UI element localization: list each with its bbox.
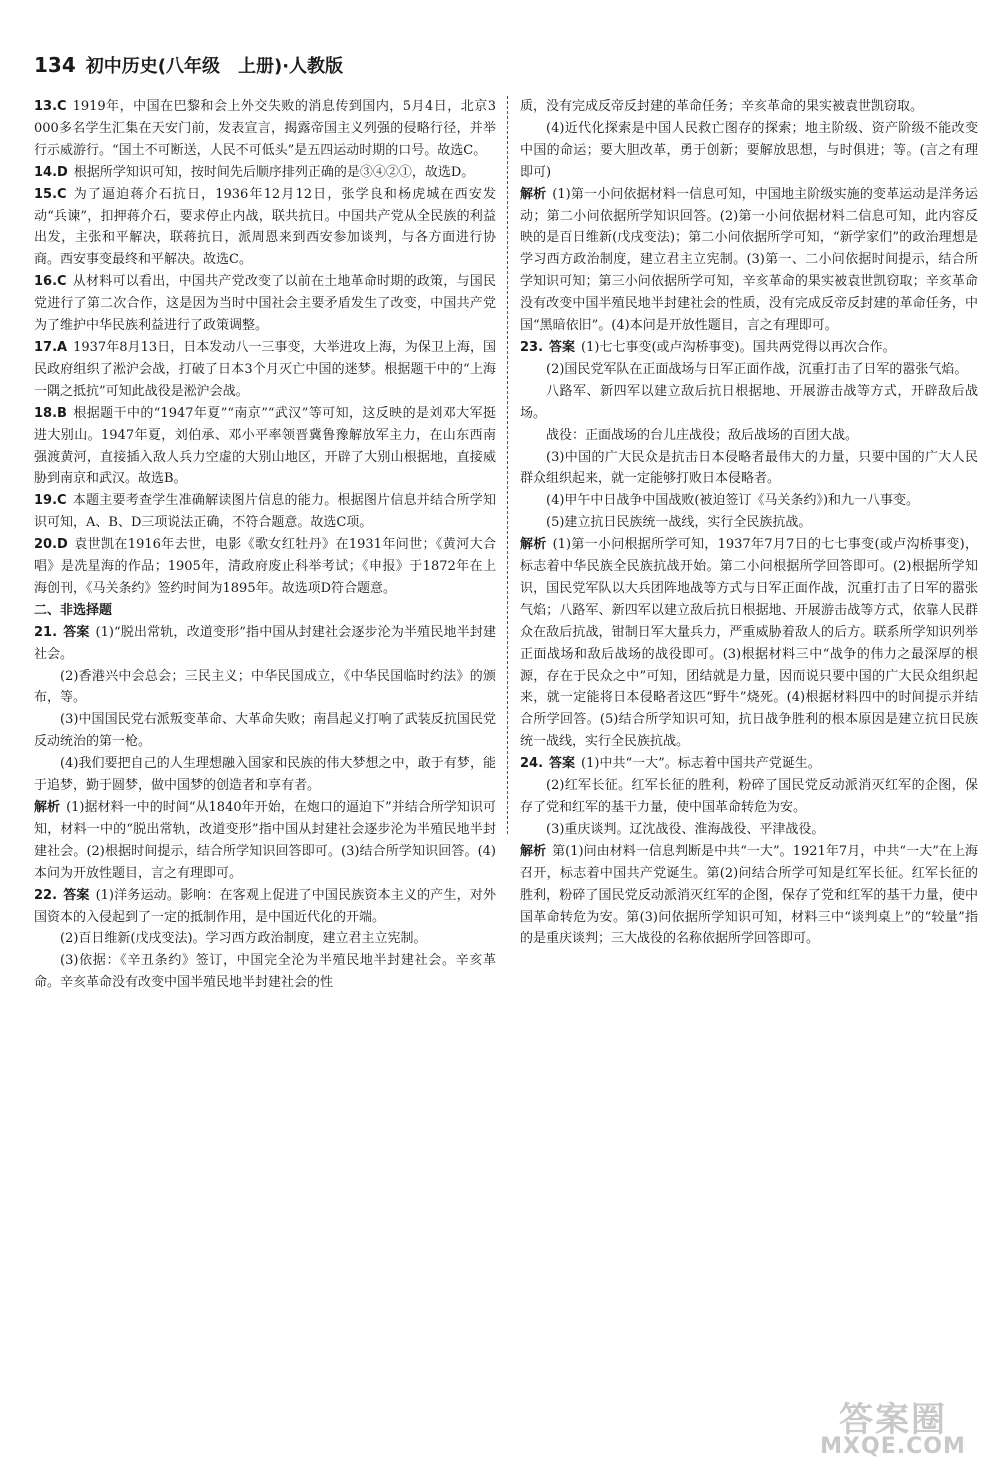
answer-number: 16.C (34, 274, 67, 290)
section-heading: 二、非选择题 (34, 602, 113, 618)
answer-part: (3)重庆谈判。辽沈战役、淮海战役、平津战役。 (546, 821, 825, 837)
answer-part: (2)百日维新(戊戌变法)。学习西方政治制度，建立君主立宪制。 (60, 931, 427, 947)
answer-24 (520, 753, 978, 775)
answer-13 (34, 96, 496, 162)
column-divider (507, 96, 508, 834)
answer-label: 答案 (63, 624, 90, 640)
answer-text: 1919年，中国在巴黎和会上外交失败的消息传到国内，5月4日，北京3 000多名学生汇集在天安门前，发表宣言，揭露帝国主义列强的侵略行径，并举行示威游行。“国土不可断送，人民不可低头”是五四运动时期的口号。故选C。 (34, 99, 496, 158)
answer-text: 从材料可以看出，中国共产党改变了以前在土地革命时期的政策，与国民党进行了第二次合作，这是因为当时中国社会主要矛盾发生了改变，中国共产党为了维护中华民族利益进行了政策调整。 (34, 274, 496, 334)
answer-number: 23. (520, 339, 544, 355)
analysis-24 (520, 841, 978, 951)
answer-21 (34, 622, 496, 666)
answer-number: 20.D (34, 537, 68, 553)
left-column (34, 96, 496, 994)
answer-part: (2)香港兴中会总会；三民主义；中华民国成立，《中华民国临时约法》的颁布，等。 (34, 668, 496, 706)
answer-text: 1937年8月13日，日本发动八一三事变，大举进攻上海，为保卫上海，国民政府组织了淞沪会战，打破了日本3个月灭亡中国的迷梦。根据题干中的“上海一隅之抵抗”可知此战役是淞沪会战。 (34, 339, 496, 399)
analysis-label: 解析 (520, 843, 547, 859)
analysis-label: 解析 (520, 537, 547, 553)
analysis-22 (520, 184, 978, 337)
answer-part: (2)红军长征。红军长征的胜利，粉碎了国民党反动派消灭红军的企图，保存了党和红军的基干力量，使中国革命转危为安。 (520, 778, 978, 815)
answer-number: 18.B (34, 405, 67, 421)
answer-part: (4)近代化探索是中国人民救亡图存的探索；地主阶级、资产阶级不能改变中国的命运；要大胆改革，勇于创新；要解放思想，与时俱进；等。(言之有理即可) (520, 120, 978, 180)
answer-part: (2)国民党军队在正面战场与日军正面作战，沉重打击了日军的嚣张气焰。 (546, 361, 968, 377)
answer-part: (1)洋务运动。影响：在客观上促进了中国民族资本主义的产生，对外国资本的入侵起到了一定的抵制作用，是中国近代化的开端。 (34, 887, 496, 925)
answer-label: 答案 (549, 339, 576, 355)
answer-number: 22. (34, 887, 58, 903)
page-header (34, 52, 343, 86)
answer-number: 14.D (34, 164, 68, 180)
analysis-text: (1)第一小问根据所学可知，1937年7月7日的七七事变(或卢沟桥事变)，标志着中华民族全民族抗战开始。第二小问根据所学回答即可。(2)根据所学知识，国民党军队以大兵团阵地战等方式与日军正面作战，沉重打击了日军的嚣张气焰；八路军、新四军以建立敌后抗日根据地、开展游击战等方式，依靠人民群众在敌后抗战，钳制日军大量兵力，严重威胁着敌人的后方。联系所学知识列举正面战场和敌后战场的战役即可。(3)根据材料三中“战争的伟力之最深厚的根源，存在于民众之中”可知，团结就是力量，因而说只要中国的广大民众组织起来，就一定能将日本侵略者这匹“野牛”烧死。(4)根据材料四中的时间提示并结合所学回答。(5)结合所学知识可知，抗日战争胜利的根本原因是建立抗日民族统一战线，实行全民族抗战。 (520, 537, 978, 750)
analysis-text: (1)第一小问依据材料一信息可知，中国地主阶级实施的变革运动是洋务运动；第二小问依据所学知识回答。(2)第一小问依据材料二信息可知，此内容反映的是百日维新(戊戌变法)；第二小问依据所学可知，“新学家们”的政治理想是学习西方政治制度，建立君主立宪制。(3)第一、二小问依据时间提示，结合所学知识可知；第三小问依据所学可知，辛亥革命的果实被袁世凯窃取；辛亥革命没有改变中国半殖民地半封建社会的性质，没有完成反帝反封建的革命任务，中国“黑暗依旧”。(4)本问是开放性题目，言之有理即可。 (520, 186, 978, 334)
answer-part: (3)中国国民党右派叛变革命、大革命失败；南昌起义打响了武装反抗国民党反动统治的第一枪。 (34, 712, 496, 750)
watermark (808, 1392, 978, 1466)
answer-18 (34, 403, 496, 491)
right-column (520, 96, 978, 950)
analysis-text: 第(1)问由材料一信息判断是中共“一大”。1921年7月，中共“一大”在上海召开，标志着中国共产党诞生。第(2)问结合所学可知是红军长征。红军长征的胜利，粉碎了国民党反动派消灭红军的企图，保存了党和红军的基干力量，使中国革命转危为安。第(3)问依据所学知识可知，材料三中“谈判桌上”的“较量”指的是重庆谈判；三大战役的名称依据所学回答即可。 (520, 843, 978, 947)
answer-text: 根据所学知识可知，按时间先后顺序排列正确的是③④②①，故选D。 (73, 164, 475, 180)
analysis-label: 解析 (34, 800, 61, 815)
answer-number: 19.C (34, 493, 67, 509)
answer-23 (520, 337, 978, 359)
answer-17 (34, 337, 496, 403)
answer-20 (34, 534, 496, 600)
answer-text: 本题主要考查学生准确解读图片信息的能力。根据图片信息并结合所学知识可知，A、B、D三项说法正确，不符合题意。故选C项。 (34, 493, 496, 531)
answer-19 (34, 490, 496, 534)
answer-part: 战役：正面战场的台儿庄战役；敌后战场的百团大战。 (546, 427, 859, 443)
answer-label: 答案 (549, 756, 576, 772)
answer-part: (3)依据：《辛丑条约》签订，中国完全沦为半殖民地半封建社会。辛亥革命。辛亥革命没有改变中国半殖民地半封建社会的性 (34, 953, 496, 991)
answer-text: 为了逼迫蒋介石抗日，1936年12月12日，张学良和杨虎城在西安发动“兵谏”，扣押蒋介石，要求停止内战，联共抗日。中国共产党从全民族的利益出发，主张和平解决，联蒋抗日，派周恩来到西安参加谈判，与各方面进行协商。西安事变最终和平解决。故选C。 (34, 186, 496, 268)
answer-number: 13.C (34, 99, 67, 114)
analysis-21 (34, 797, 496, 885)
answer-part: (4)我们要把自己的人生理想融入国家和民族的伟大梦想之中，敢于有梦，能于追梦，勤于圆梦，做中国梦的创造者和享有者。 (34, 756, 496, 794)
answer-label: 答案 (63, 887, 90, 903)
answer-22-continued: 质，没有完成反帝反封建的革命任务；辛亥革命的果实被袁世凯窃取。 (520, 99, 924, 114)
answer-number: 21. (34, 624, 58, 640)
watermark-logo-text: 答案圈 (839, 1400, 947, 1440)
answer-part: (3)中国的广大民众是抗击日本侵略者最伟大的力量，只要中国的广大人民群众组织起来，就一定能够打败日本侵略者。 (520, 449, 978, 487)
watermark-url: MXQE.COM (820, 1434, 966, 1459)
answer-part: (4)甲午中日战争中国战败(被迫签订《马关条约》)和九一八事变。 (546, 493, 920, 509)
analysis-text: (1)据材料一中的时间“从1840年开始，在炮口的逼迫下”并结合所学知识可知，材料一中的“脱出常轨，改道变形”指中国从封建社会逐步沦为半殖民地半封建社会。(2)根据时间提示，结合所学知识回答即可。(3)结合所学知识回答。(4)本问为开放性题目，言之有理即可。 (34, 800, 496, 881)
answer-22 (34, 885, 496, 929)
analysis-23 (520, 534, 978, 753)
answer-number: 15.C (34, 186, 67, 202)
book-title: 初中历史(八年级 上册)·人教版 (85, 56, 344, 77)
answer-part: (1)中共“一大”。标志着中国共产党诞生。 (581, 756, 821, 772)
answer-part: (1)“脱出常轨，改道变形”指中国从封建社会逐步沦为半殖民地半封建社会。 (34, 624, 496, 662)
page-number: 134 (34, 53, 76, 77)
answer-number: 17.A (34, 339, 68, 355)
answer-number: 24. (520, 756, 544, 772)
answer-text: 袁世凯在1916年去世，电影《歌女红牡丹》在1931年问世；《黄河大合唱》是冼星海的作品；1905年，清政府废止科举考试；《申报》于1872年在上海创刊，《马关条约》签约时间为1895年。故选项D符合题意。 (34, 537, 496, 596)
answer-part: 八路军、新四军以建立敌后抗日根据地、开展游击战等方式，开辟敌后战场。 (520, 383, 978, 421)
answer-part: (1)七七事变(或卢沟桥事变)。国共两党得以再次合作。 (581, 339, 896, 355)
answer-14 (34, 162, 496, 184)
answer-15 (34, 184, 496, 272)
answer-part: (5)建立抗日民族统一战线，实行全民族抗战。 (546, 515, 812, 531)
answer-text: 根据题干中的“1947年夏”“南京”“武汉”等可知，这反映的是刘邓大军挺进大别山。1947年夏，刘伯承、邓小平率领晋冀鲁豫解放军主力，在山东西南强渡黄河，直接插入敌人兵力空虚的大别山地区，开辟了大别山根据地，直接威胁到南京和武汉。故选B。 (34, 405, 496, 487)
analysis-label: 解析 (520, 186, 547, 202)
answer-16 (34, 271, 496, 337)
